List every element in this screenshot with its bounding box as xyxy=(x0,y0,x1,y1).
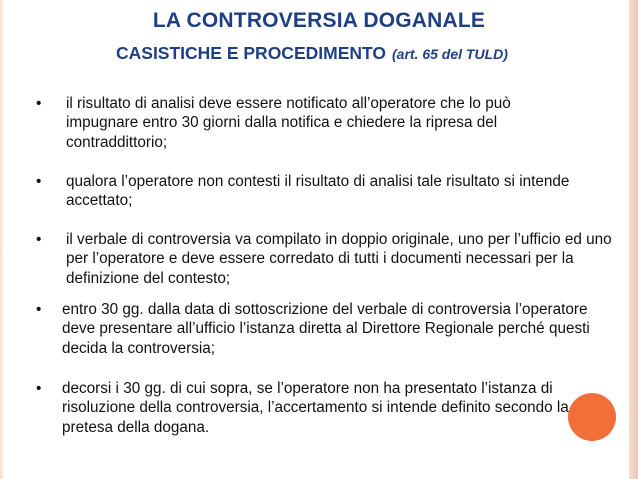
bullet-dot: • xyxy=(36,380,42,397)
bullet-dot: • xyxy=(36,301,42,318)
bullet-text: qualora l’operatore non contesti il risultato di analisi tale risultato si intende accettato; xyxy=(66,173,570,210)
bullet-dot: • xyxy=(36,173,42,190)
bullet-text: il verbale di controversia va compilato in doppio originale, uno per l’ufficio ed uno per l’operatore e deve essere corredato di tutti i documenti necessari per la definizione del contesto; xyxy=(66,231,612,287)
bullet-item xyxy=(36,379,608,437)
subtitle-reference: (art. 65 del TULD) xyxy=(392,46,508,62)
slide-subtitle xyxy=(116,43,508,64)
bullet-item xyxy=(36,172,606,211)
bullet-dot: • xyxy=(36,231,42,248)
bullet-text: decorsi i 30 gg. di cui sopra, se l’operatore non ha presentato l’istanza di risoluzione della controversia, l’accertamento si intende definito secondo la pretesa della dogana. xyxy=(62,380,569,436)
bullet-text: entro 30 gg. dalla data di sottoscrizione del verbale di controversia l’operatore deve presentare all’ufficio l’istanza diretta al Direttore Regionale perché questi decida la controversia; xyxy=(62,301,590,357)
slide-title: LA CONTROVERSIA DOGANALE xyxy=(152,9,486,32)
bullet-dot: • xyxy=(36,95,42,112)
subtitle-text: CASISTICHE E PROCEDIMENTO xyxy=(116,43,386,63)
bullet-item xyxy=(36,230,614,288)
slide-right-edge xyxy=(629,0,638,479)
slide-left-edge xyxy=(0,0,4,479)
bullet-item xyxy=(36,300,604,358)
bullet-text: il risultato di analisi deve essere notificato all’operatore che lo può impugnare entro 30 giorni dalla notifica e chiedere la ripresa del contraddittorio; xyxy=(66,95,511,151)
bullet-item xyxy=(36,94,576,152)
